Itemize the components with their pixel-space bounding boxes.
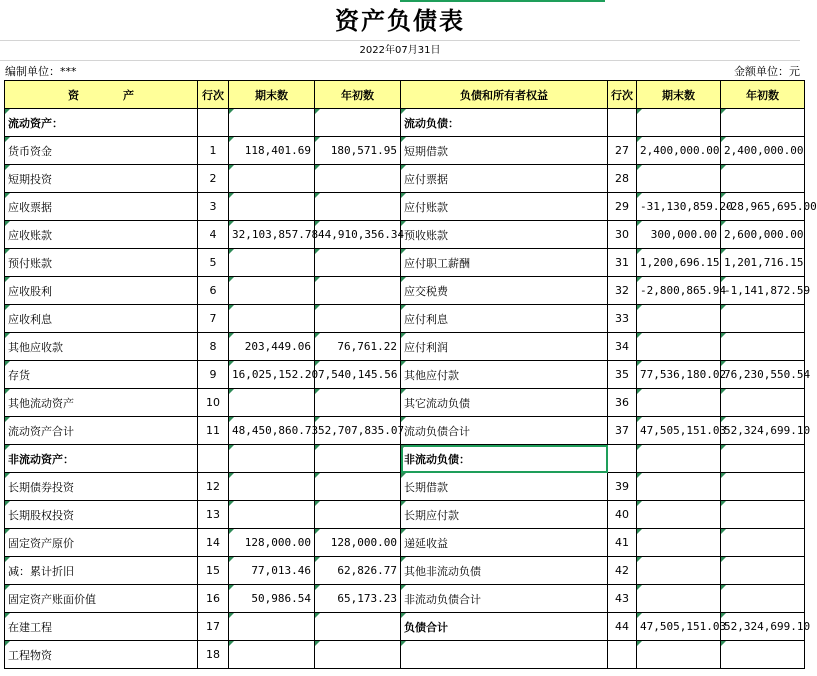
begin-balance-cell[interactable]: 44,910,356.34	[315, 221, 401, 249]
gridline	[0, 40, 800, 41]
table-row	[5, 613, 805, 641]
end-balance-cell[interactable]	[229, 165, 315, 193]
line-number-cell[interactable]: 6	[198, 277, 229, 305]
line-number-cell[interactable]	[198, 445, 229, 473]
report-date[interactable]: 2022年07月31日	[359, 45, 441, 56]
end-balance-cell[interactable]: 50,986.54	[229, 585, 315, 613]
begin-balance-cell[interactable]	[721, 529, 805, 557]
line-number-cell[interactable]: 3	[198, 193, 229, 221]
table-row	[5, 333, 805, 361]
end-balance-cell[interactable]	[229, 613, 315, 641]
liability-name-cell[interactable]: 流动负债合计	[401, 417, 608, 445]
asset-name-cell[interactable]: 应收票据	[5, 193, 198, 221]
begin-balance-cell[interactable]	[315, 193, 401, 221]
table-row	[5, 165, 805, 193]
begin-balance-cell[interactable]: 76,230,550.54	[721, 361, 805, 389]
table-row	[5, 305, 805, 333]
begin-balance-cell[interactable]: 65,173.23	[315, 585, 401, 613]
end-balance-cell[interactable]: 2,400,000.00	[637, 137, 721, 165]
end-balance-cell[interactable]	[637, 305, 721, 333]
line-number-cell[interactable]: 33	[608, 305, 637, 333]
end-balance-cell[interactable]	[637, 529, 721, 557]
line-number-cell[interactable]: 12	[198, 473, 229, 501]
end-balance-cell[interactable]	[637, 109, 721, 137]
begin-balance-cell[interactable]	[721, 473, 805, 501]
table-row	[5, 641, 805, 669]
line-number-cell[interactable]: 29	[608, 193, 637, 221]
end-balance-cell[interactable]: 47,505,151.03	[637, 417, 721, 445]
asset-name-cell[interactable]: 流动资产合计	[5, 417, 198, 445]
end-balance-cell[interactable]: 47,505,151.03	[637, 613, 721, 641]
end-balance-cell[interactable]: 77,536,180.02	[637, 361, 721, 389]
begin-balance-cell[interactable]	[721, 557, 805, 585]
sheet-title[interactable]: 资产负债表	[335, 7, 465, 35]
line-number-cell[interactable]: 11	[198, 417, 229, 445]
line-number-cell[interactable]	[608, 641, 637, 669]
begin-balance-cell[interactable]: 2,400,000.00	[721, 137, 805, 165]
header-assets[interactable]: 资 产	[5, 81, 198, 109]
line-number-cell[interactable]: 42	[608, 557, 637, 585]
end-balance-cell[interactable]	[637, 585, 721, 613]
liability-name-cell[interactable]: 非流动负债合计	[401, 585, 608, 613]
table-row	[5, 361, 805, 389]
line-number-cell[interactable]: 2	[198, 165, 229, 193]
line-number-cell[interactable]: 1	[198, 137, 229, 165]
begin-balance-cell[interactable]	[315, 473, 401, 501]
end-balance-cell[interactable]	[637, 501, 721, 529]
table-row	[5, 473, 805, 501]
end-balance-cell[interactable]: 300,000.00	[637, 221, 721, 249]
line-number-cell[interactable]: 17	[198, 613, 229, 641]
end-balance-cell[interactable]	[229, 109, 315, 137]
liability-name-cell[interactable]: 长期应付款	[401, 501, 608, 529]
end-balance-cell[interactable]: 118,401.69	[229, 137, 315, 165]
begin-balance-cell[interactable]	[721, 445, 805, 473]
end-balance-cell[interactable]	[637, 473, 721, 501]
asset-name-cell[interactable]: 减：累计折旧	[5, 557, 198, 585]
end-balance-cell[interactable]	[229, 473, 315, 501]
end-balance-cell[interactable]: 128,000.00	[229, 529, 315, 557]
header-liabilities-equity[interactable]: 负债和所有者权益	[401, 81, 608, 109]
end-balance-cell[interactable]	[637, 641, 721, 669]
end-balance-cell[interactable]	[229, 641, 315, 669]
line-number-cell[interactable]: 44	[608, 613, 637, 641]
begin-balance-cell[interactable]	[721, 501, 805, 529]
end-balance-cell[interactable]	[637, 557, 721, 585]
begin-balance-cell[interactable]: 180,571.95	[315, 137, 401, 165]
line-number-cell[interactable]: 10	[198, 389, 229, 417]
balance-sheet-table	[4, 80, 817, 669]
line-number-cell[interactable]: 27	[608, 137, 637, 165]
line-number-cell[interactable]: 35	[608, 361, 637, 389]
line-number-cell[interactable]: 14	[198, 529, 229, 557]
begin-balance-cell[interactable]	[721, 585, 805, 613]
line-number-cell[interactable]: 32	[608, 277, 637, 305]
line-number-cell[interactable]: 28	[608, 165, 637, 193]
header-row	[5, 81, 805, 109]
table-row	[5, 221, 805, 249]
line-number-cell[interactable]: 16	[198, 585, 229, 613]
end-balance-cell[interactable]: 203,449.06	[229, 333, 315, 361]
begin-balance-cell[interactable]: 52,707,835.07	[315, 417, 401, 445]
begin-balance-cell[interactable]	[315, 389, 401, 417]
line-number-cell[interactable]	[608, 109, 637, 137]
header-line-no[interactable]: 行次	[608, 81, 637, 109]
liability-name-cell[interactable]: 应付利润	[401, 333, 608, 361]
begin-balance-cell[interactable]	[721, 305, 805, 333]
end-balance-cell[interactable]: -31,130,859.20	[637, 193, 721, 221]
end-balance-cell[interactable]: 77,013.46	[229, 557, 315, 585]
end-balance-cell[interactable]: 48,450,860.73	[229, 417, 315, 445]
table-row	[5, 137, 805, 165]
header-begin-balance[interactable]: 年初数	[721, 81, 805, 109]
line-number-cell[interactable]	[608, 445, 637, 473]
gridline	[0, 60, 800, 61]
line-number-cell[interactable]: 30	[608, 221, 637, 249]
end-balance-cell[interactable]	[229, 501, 315, 529]
liability-name-cell[interactable]: 流动负债：	[401, 109, 608, 137]
end-balance-cell[interactable]	[229, 305, 315, 333]
end-balance-cell[interactable]: 32,103,857.78	[229, 221, 315, 249]
table-row	[5, 557, 805, 585]
asset-name-cell[interactable]: 长期债券投资	[5, 473, 198, 501]
line-number-cell[interactable]: 34	[608, 333, 637, 361]
header-begin-balance[interactable]: 年初数	[315, 81, 401, 109]
end-balance-cell[interactable]: -2,800,865.94	[637, 277, 721, 305]
table-row	[5, 193, 805, 221]
currency-unit[interactable]: 金额单位：元	[734, 65, 800, 78]
begin-balance-cell[interactable]	[315, 501, 401, 529]
liability-name-cell[interactable]: 应付票据	[401, 165, 608, 193]
asset-name-cell[interactable]: 存货	[5, 361, 198, 389]
asset-name-cell[interactable]: 固定资产原价	[5, 529, 198, 557]
liability-name-cell[interactable]	[401, 641, 608, 669]
begin-balance-cell[interactable]	[315, 613, 401, 641]
liability-name-cell[interactable]: 应付账款	[401, 193, 608, 221]
begin-balance-cell[interactable]	[721, 389, 805, 417]
asset-name-cell[interactable]: 流动资产：	[5, 109, 198, 137]
begin-balance-cell[interactable]	[721, 165, 805, 193]
begin-balance-cell[interactable]: 76,761.22	[315, 333, 401, 361]
begin-balance-cell[interactable]	[721, 109, 805, 137]
selected-column-indicator	[400, 0, 605, 2]
line-number-cell[interactable]: 43	[608, 585, 637, 613]
begin-balance-cell[interactable]: 52,324,699.10	[721, 417, 805, 445]
table-row	[5, 585, 805, 613]
asset-name-cell[interactable]: 应收账款	[5, 221, 198, 249]
liability-name-cell[interactable]: 非流动负债：	[401, 445, 608, 473]
liability-name-cell[interactable]: 其他非流动负债	[401, 557, 608, 585]
table-row	[5, 109, 805, 137]
liability-name-cell[interactable]: 短期借款	[401, 137, 608, 165]
begin-balance-cell[interactable]: 1,201,716.15	[721, 249, 805, 277]
header-end-balance[interactable]: 期末数	[637, 81, 721, 109]
table-row	[5, 417, 805, 445]
end-balance-cell[interactable]	[229, 249, 315, 277]
asset-name-cell[interactable]: 非流动资产：	[5, 445, 198, 473]
end-balance-cell[interactable]	[229, 277, 315, 305]
begin-balance-cell[interactable]: 52,324,699.10	[721, 613, 805, 641]
end-balance-cell[interactable]: 1,200,696.15	[637, 249, 721, 277]
begin-balance-cell[interactable]: 2,600,000.00	[721, 221, 805, 249]
line-number-cell[interactable]: 36	[608, 389, 637, 417]
line-number-cell[interactable]: 9	[198, 361, 229, 389]
begin-balance-cell[interactable]: -28,965,695.00	[721, 193, 805, 221]
table-row	[5, 445, 805, 473]
table-row	[5, 501, 805, 529]
liability-name-cell[interactable]: 其它流动负债	[401, 389, 608, 417]
header-end-balance[interactable]: 期末数	[229, 81, 315, 109]
begin-balance-cell[interactable]	[315, 249, 401, 277]
asset-name-cell[interactable]: 固定资产账面价值	[5, 585, 198, 613]
line-number-cell[interactable]: 39	[608, 473, 637, 501]
asset-name-cell[interactable]: 其他应收款	[5, 333, 198, 361]
asset-name-cell[interactable]: 长期股权投资	[5, 501, 198, 529]
begin-balance-cell[interactable]	[315, 445, 401, 473]
end-balance-cell[interactable]: 16,025,152.20	[229, 361, 315, 389]
begin-balance-cell[interactable]	[315, 165, 401, 193]
line-number-cell[interactable]: 13	[198, 501, 229, 529]
line-number-cell[interactable]: 7	[198, 305, 229, 333]
end-balance-cell[interactable]	[637, 389, 721, 417]
begin-balance-cell[interactable]: 128,000.00	[315, 529, 401, 557]
line-number-cell[interactable]	[198, 109, 229, 137]
liability-name-cell[interactable]: 预收账款	[401, 221, 608, 249]
preparer-unit[interactable]: 编制单位：***	[5, 65, 77, 78]
liability-name-cell[interactable]: 应付利息	[401, 305, 608, 333]
asset-name-cell[interactable]: 货币资金	[5, 137, 198, 165]
table-row	[5, 249, 805, 277]
asset-name-cell[interactable]: 应收股利	[5, 277, 198, 305]
liability-name-cell[interactable]: 长期借款	[401, 473, 608, 501]
begin-balance-cell[interactable]: 7,540,145.56	[315, 361, 401, 389]
line-number-cell[interactable]: 40	[608, 501, 637, 529]
begin-balance-cell[interactable]	[721, 641, 805, 669]
begin-balance-cell[interactable]	[721, 333, 805, 361]
line-number-cell[interactable]: 31	[608, 249, 637, 277]
liability-name-cell[interactable]: 递延收益	[401, 529, 608, 557]
asset-name-cell[interactable]: 预付账款	[5, 249, 198, 277]
line-number-cell[interactable]: 8	[198, 333, 229, 361]
liability-name-cell[interactable]: 负债合计	[401, 613, 608, 641]
end-balance-cell[interactable]	[637, 333, 721, 361]
begin-balance-cell[interactable]	[315, 305, 401, 333]
liability-name-cell[interactable]: 应付职工薪酬	[401, 249, 608, 277]
end-balance-cell[interactable]	[637, 445, 721, 473]
table-row	[5, 529, 805, 557]
header-line-no[interactable]: 行次	[198, 81, 229, 109]
begin-balance-cell[interactable]	[315, 641, 401, 669]
end-balance-cell[interactable]	[229, 389, 315, 417]
asset-name-cell[interactable]: 在建工程	[5, 613, 198, 641]
asset-name-cell[interactable]: 应收利息	[5, 305, 198, 333]
begin-balance-cell[interactable]	[315, 277, 401, 305]
line-number-cell[interactable]: 41	[608, 529, 637, 557]
asset-name-cell[interactable]: 短期投资	[5, 165, 198, 193]
line-number-cell[interactable]: 15	[198, 557, 229, 585]
line-number-cell[interactable]: 4	[198, 221, 229, 249]
top-border	[0, 0, 800, 2]
asset-name-cell[interactable]: 工程物资	[5, 641, 198, 669]
line-number-cell[interactable]: 18	[198, 641, 229, 669]
liability-name-cell[interactable]: 应交税费	[401, 277, 608, 305]
table-row	[5, 277, 805, 305]
end-balance-cell[interactable]	[229, 193, 315, 221]
asset-name-cell[interactable]: 其他流动资产	[5, 389, 198, 417]
table-row	[5, 389, 805, 417]
liability-name-cell[interactable]: 其他应付款	[401, 361, 608, 389]
end-balance-cell[interactable]	[637, 165, 721, 193]
line-number-cell[interactable]: 37	[608, 417, 637, 445]
end-balance-cell[interactable]	[229, 445, 315, 473]
begin-balance-cell[interactable]: -1,141,872.59	[721, 277, 805, 305]
line-number-cell[interactable]: 5	[198, 249, 229, 277]
begin-balance-cell[interactable]: 62,826.77	[315, 557, 401, 585]
begin-balance-cell[interactable]	[315, 109, 401, 137]
